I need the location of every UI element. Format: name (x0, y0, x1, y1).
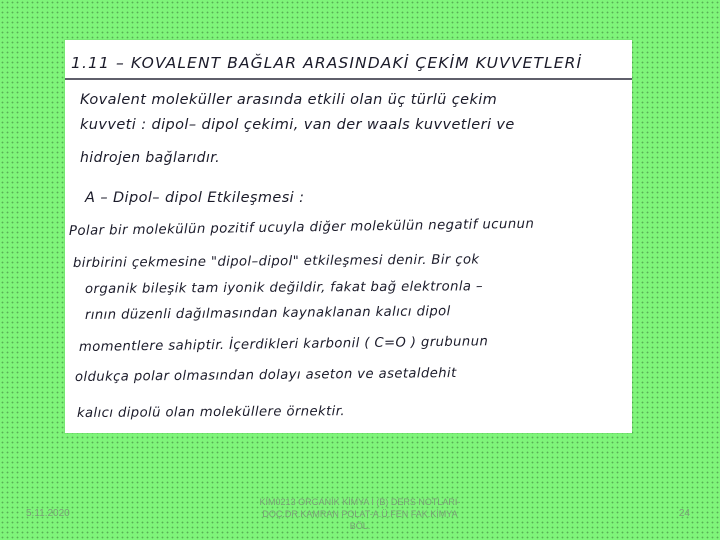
note-line-2: kuvveti : dipol– dipol çekimi, van der waals kuvvetleri ve (80, 117, 515, 133)
paragraph-line-1: Polar bir molekülün pozitif ucuyla diğer molekülün negatif ucunun (68, 216, 535, 239)
paragraph-line-2: birbirini çekmesine "dipol–dipol" etkileşmesi denir. Bir çok (72, 252, 480, 271)
paragraph-line-7: kalıcı dipolü olan moleküllere örnektir. (76, 404, 345, 421)
paragraph-line-5: momentlere sahiptir. İçerdikleri karbonil ( C=O ) grubunun (78, 334, 489, 355)
handwritten-note-image (65, 40, 632, 433)
footer-course-info: KİM0213 ORGANİK KİMYA I (B) DERS NOTLARI-DOÇ.DR.KAMRAN POLAT-A.Ü.FEN FAK.KİMYA BÖL. (259, 497, 461, 531)
page-number: 24 (678, 508, 690, 519)
footer-date: 5.11.2020 (26, 508, 70, 519)
note-line-3: hidrojen bağlarıdır. (80, 150, 220, 166)
title-underline (65, 78, 632, 80)
paragraph-line-3: organik bileşik tam iyonik değildir, fakat bağ elektronla – (84, 279, 484, 297)
note-line-1: Kovalent moleküller arasında etkili olan üç türlü çekim (80, 92, 498, 108)
note-title: 1.11 – KOVALENT BAĞLAR ARASINDAKİ ÇEKİM KUVVETLERİ (71, 54, 583, 72)
paragraph-line-4: rının düzenli dağılmasından kaynaklanan kalıcı dipol (84, 304, 451, 323)
paragraph-line-6: oldukça polar olmasından dolayı aseton ve asetaldehit (74, 366, 457, 385)
section-heading: A – Dipol– dipol Etkileşmesi : (85, 190, 305, 206)
